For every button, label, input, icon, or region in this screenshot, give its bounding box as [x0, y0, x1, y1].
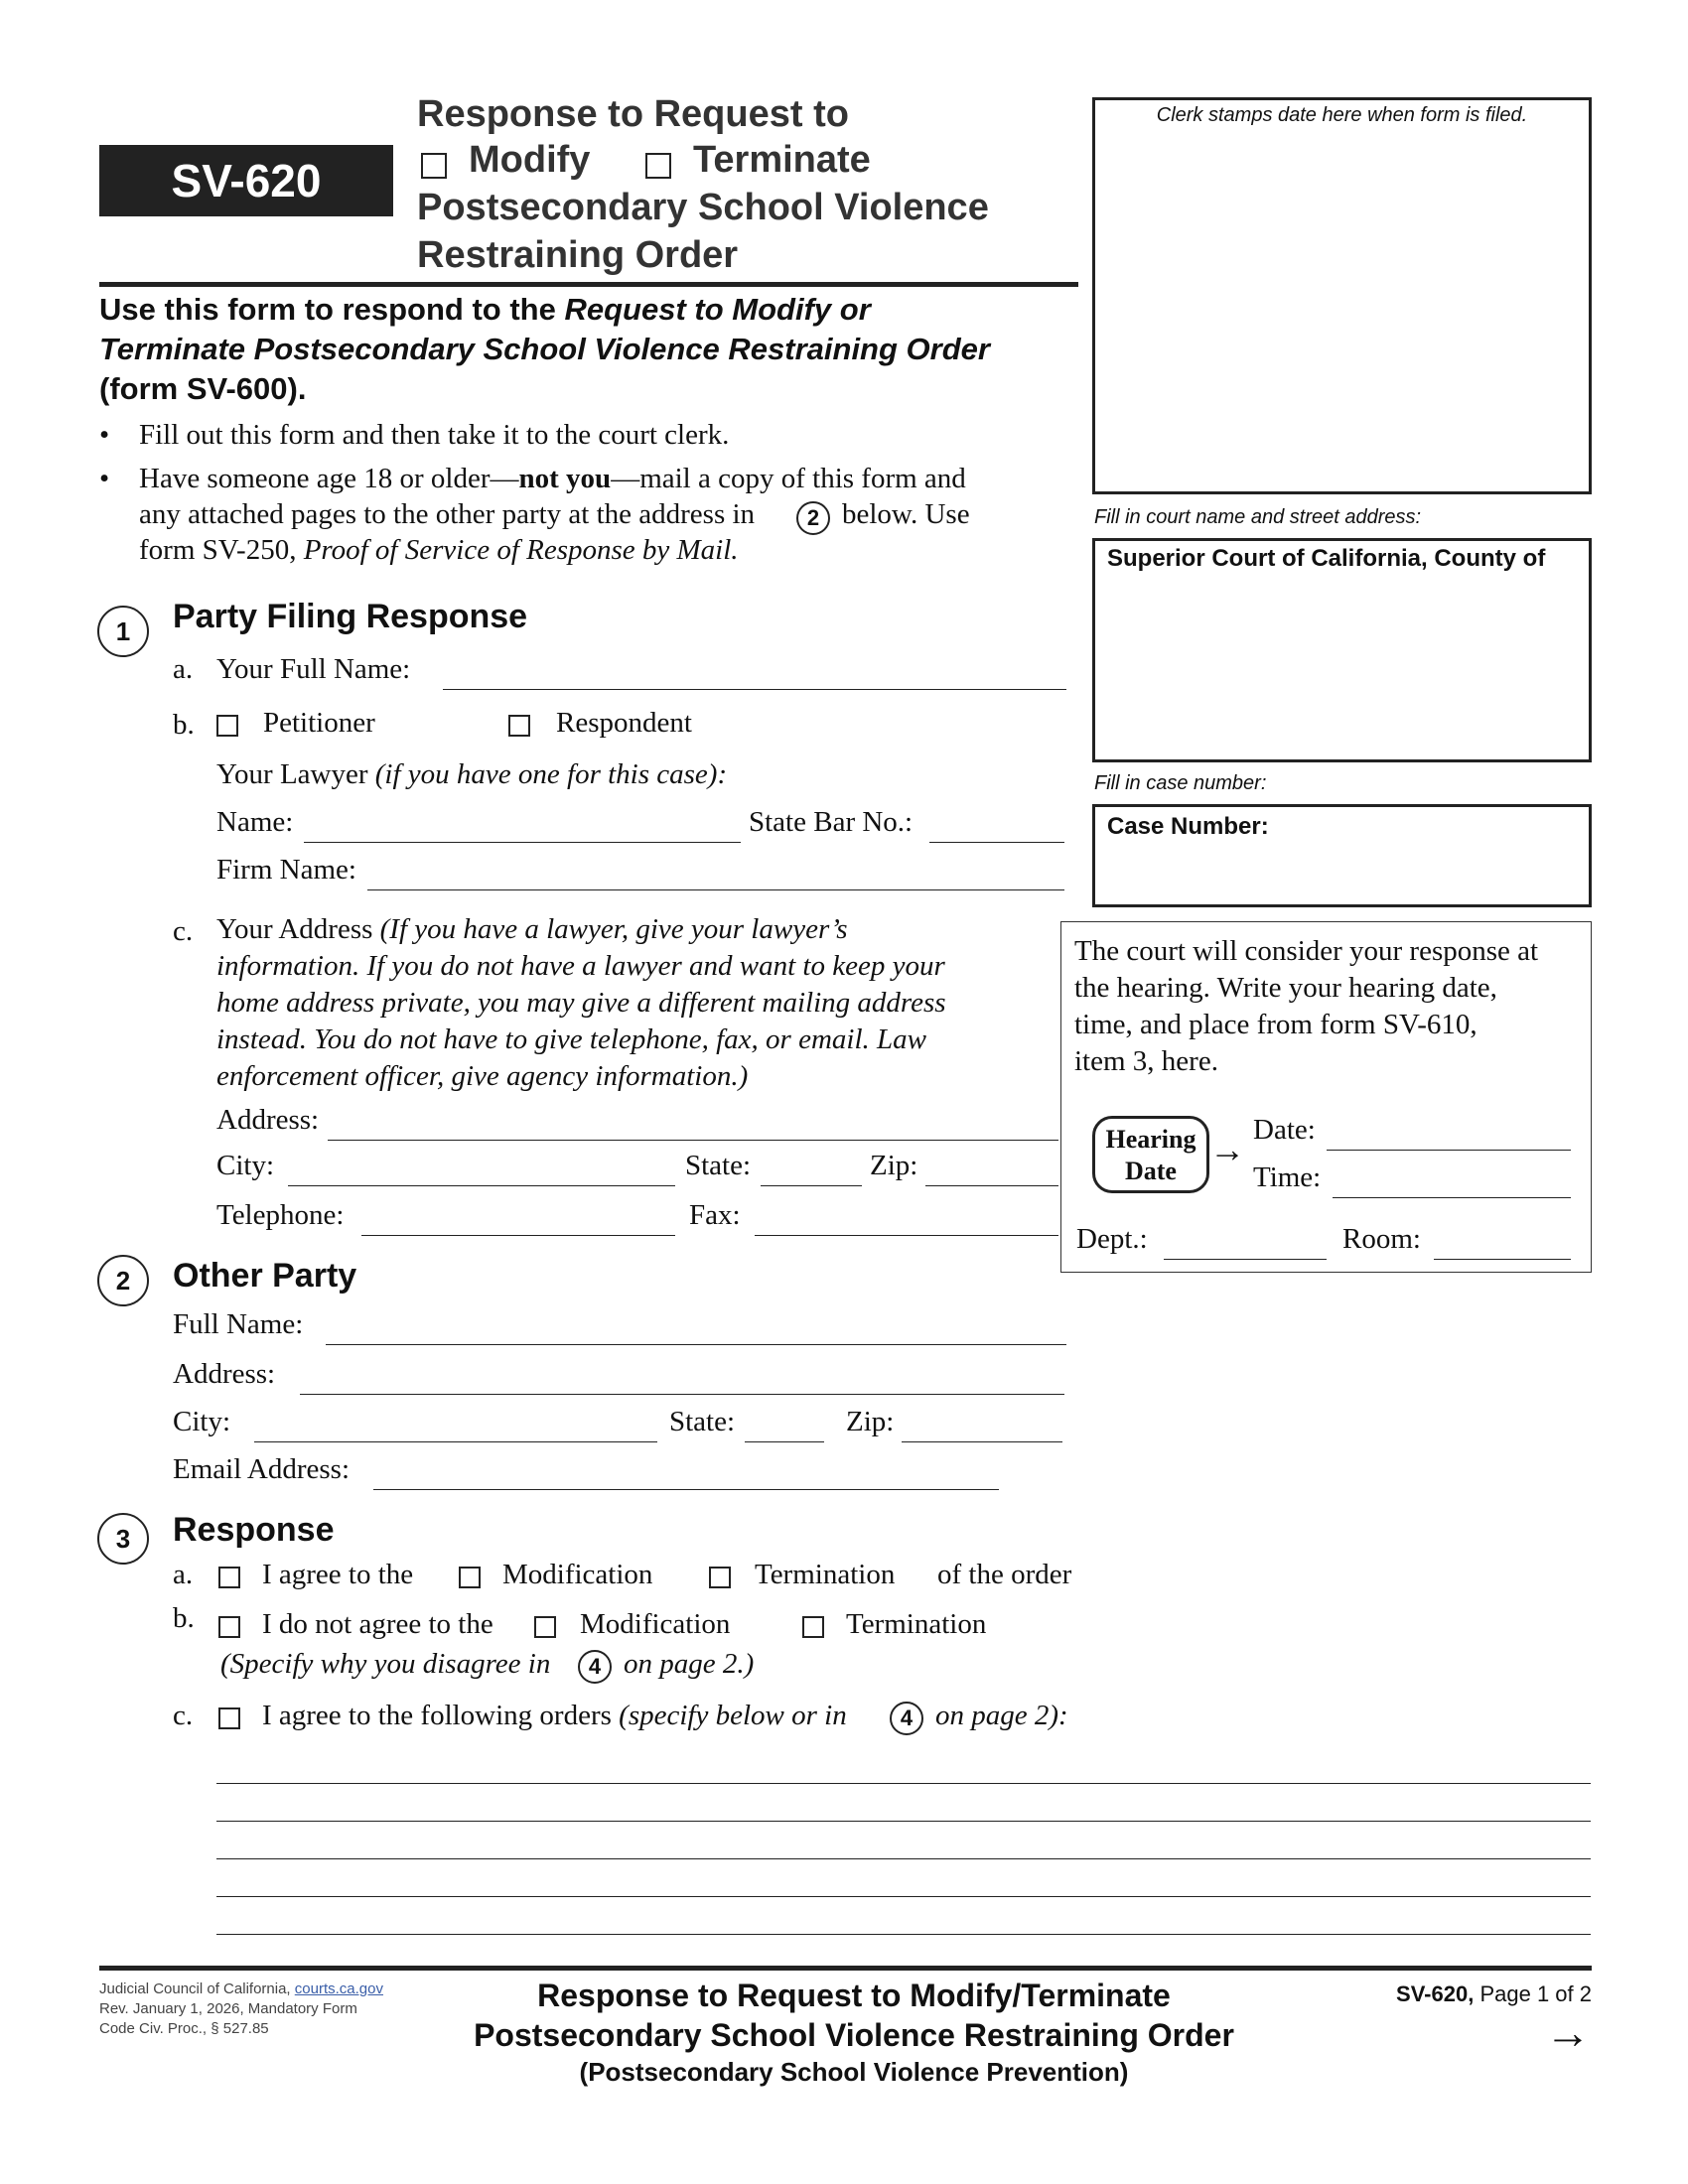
agree-following-text: I agree to the following orders [262, 1700, 612, 1731]
state-bar-field[interactable] [929, 842, 1064, 843]
telephone-field[interactable] [361, 1235, 675, 1236]
lawyer-name-field[interactable] [304, 842, 741, 843]
fax-label: Fax: [689, 1199, 741, 1231]
item-3a-letter: a. [173, 1559, 194, 1590]
state-label: State: [685, 1150, 752, 1181]
intro-bullet-2-line1 [139, 463, 966, 495]
section-2-number [97, 1255, 149, 1306]
intro-text [99, 290, 1082, 409]
ref-item-2-circle [796, 501, 830, 535]
court-name-label: Superior Court of California, County of [1107, 545, 1546, 572]
case-number-label: Case Number: [1107, 813, 1269, 840]
bullet-dot-1: • [99, 419, 110, 451]
footer-page [1396, 1981, 1592, 2007]
footer-council: Judicial Council of California, [99, 1980, 291, 1997]
hearing-dept-label: Dept.: [1076, 1223, 1148, 1255]
item-1a-letter: a. [173, 653, 194, 685]
footer-rev: Rev. January 1, 2026, Mandatory Form [99, 2000, 357, 2017]
other-state-field[interactable] [745, 1441, 824, 1442]
petitioner-checkbox[interactable] [216, 715, 238, 737]
disagree-modification-checkbox[interactable] [534, 1616, 556, 1638]
addr-it-4: instead. You do not have to give telephone, fax, or email. Law [216, 1024, 926, 1055]
specify-disagree-b: on page 2.) [624, 1648, 755, 1680]
next-page-arrow-icon: → [1545, 2006, 1591, 2058]
hearing-room-field[interactable] [1434, 1259, 1571, 1260]
bullet2-e: form SV-250, [139, 534, 297, 566]
section-3-heading: Response [173, 1511, 335, 1549]
bullet2-c: any attached pages to the other party at the address in [139, 498, 756, 530]
bullet2-d: below. Use [842, 498, 970, 530]
fax-field[interactable] [755, 1235, 1058, 1236]
section-2-heading: Other Party [173, 1257, 357, 1295]
court-name-box[interactable] [1092, 538, 1592, 762]
intro-italic1: Request to Modify or [564, 292, 871, 327]
address-label: Address: [216, 1104, 320, 1136]
header-rule [99, 282, 1078, 287]
other-full-name-label: Full Name: [173, 1308, 304, 1340]
agree-modification-label: Modification [502, 1559, 653, 1590]
orders-line-5[interactable] [216, 1934, 1591, 1935]
your-address-instructions [216, 911, 1070, 1095]
firm-name-label: Firm Name: [216, 854, 356, 886]
footer-title-2: Postsecondary School Violence Restraining Order [474, 2017, 1234, 2053]
city-label: City: [216, 1150, 275, 1181]
your-full-name-field[interactable] [443, 689, 1066, 690]
addr-it-5: enforcement officer, give agency information.) [216, 1060, 749, 1092]
firm-name-field[interactable] [367, 889, 1064, 890]
lawyer-lead: Your Lawyer [216, 758, 368, 790]
agree-termination-checkbox[interactable] [709, 1567, 731, 1588]
your-lawyer-label [216, 758, 727, 791]
title-terminate-label: Terminate [693, 139, 871, 181]
disagree-modification-label: Modification [580, 1608, 731, 1640]
intro-lead: Use this form to respond to the [99, 292, 556, 327]
footer-form-num: SV-620, [1396, 1981, 1475, 2006]
intro-bullet-2-line2 [139, 498, 755, 531]
respondent-checkbox[interactable] [508, 715, 530, 737]
hearing-dept-field[interactable] [1164, 1259, 1327, 1260]
other-email-label: Email Address: [173, 1453, 351, 1485]
footer-rule [99, 1966, 1592, 1971]
footer-meta [99, 1979, 383, 2039]
section-1-number [97, 606, 149, 657]
disagree-termination-checkbox[interactable] [802, 1616, 824, 1638]
orders-line-4[interactable] [216, 1896, 1591, 1897]
agree-modification-checkbox[interactable] [459, 1567, 481, 1588]
lawyer-name-label: Name: [216, 806, 294, 838]
hearing-room-label: Room: [1342, 1223, 1421, 1255]
case-number-hint: Fill in case number: [1094, 772, 1267, 794]
addr-it-3: home address private, you may give a different mailing address [216, 987, 946, 1019]
form-title-line4: Restraining Order [417, 234, 739, 276]
orders-line-1[interactable] [216, 1783, 1591, 1784]
footer-code: Code Civ. Proc., § 527.85 [99, 2020, 269, 2037]
disagree-label: I do not agree to the [262, 1608, 493, 1640]
other-city-field[interactable] [254, 1441, 657, 1442]
bullet2-a: Have someone age 18 or older— [139, 463, 519, 494]
orders-line-2[interactable] [216, 1821, 1591, 1822]
state-field[interactable] [761, 1185, 862, 1186]
addr-it-1: (If you have a lawyer, give your lawyer’s [379, 913, 848, 945]
clerk-stamp-box [1092, 97, 1592, 494]
title-modify-label: Modify [469, 139, 591, 181]
other-state-label: State: [669, 1406, 736, 1437]
footer-link[interactable]: courts.ca.gov [294, 1980, 383, 1997]
footer-title-1: Response to Request to Modify/Terminate [537, 1978, 1171, 2013]
agree-following-label [262, 1700, 847, 1732]
your-full-name-label: Your Full Name: [216, 653, 411, 685]
section-1-heading: Party Filing Response [173, 598, 528, 635]
item-3c-letter: c. [173, 1700, 194, 1731]
orders-line-3[interactable] [216, 1858, 1591, 1859]
form-title-line3: Postsecondary School Violence [417, 187, 989, 228]
hearing-badge-line1: Hearing [1105, 1125, 1196, 1154]
addr-it-2: information. If you do not have a lawyer and want to keep your [216, 950, 945, 982]
respondent-label: Respondent [556, 707, 692, 739]
arrow-right-icon: → [1209, 1129, 1245, 1169]
ref-4-b: 4 [588, 1654, 602, 1679]
intro-bullet-1: Fill out this form and then take it to the court clerk. [139, 419, 730, 451]
lawyer-italic: (if you have one for this case): [374, 758, 728, 790]
form-title-line1: Response to Request to [417, 93, 849, 135]
footer-title [417, 1976, 1291, 2089]
ref-item-4-circle-c [890, 1702, 923, 1735]
form-id: SV-620 [171, 155, 322, 206]
case-number-box[interactable] [1092, 804, 1592, 907]
hearing-text-1: The court will consider your response at [1074, 935, 1539, 967]
bullet2-bold: not you [518, 463, 612, 494]
intro-tail: (form SV-600). [99, 371, 307, 406]
other-city-label: City: [173, 1406, 231, 1437]
section-3-number [97, 1513, 149, 1565]
other-address-field[interactable] [300, 1394, 1064, 1395]
ref-4-c: 4 [900, 1706, 914, 1730]
hearing-badge-line2: Date [1125, 1157, 1177, 1185]
intro-italic2: Terminate Postsecondary School Violence Restraining Order [99, 332, 990, 366]
section-1-num-text: 1 [115, 615, 131, 646]
section-2-num-text: 2 [115, 1265, 131, 1296]
item-3b-letter: b. [173, 1602, 195, 1634]
specify-d: on page 2): [935, 1700, 1068, 1731]
specify-disagree-a: (Specify why you disagree in [220, 1648, 551, 1680]
zip-field[interactable] [925, 1185, 1058, 1186]
hearing-date-badge [1092, 1116, 1209, 1193]
agree-termination-label: Termination [755, 1559, 896, 1590]
specify-c: (specify below or in [619, 1700, 847, 1731]
other-zip-label: Zip: [846, 1406, 895, 1437]
petitioner-label: Petitioner [263, 707, 375, 739]
of-the-order-label: of the order [937, 1559, 1072, 1590]
hearing-time-field[interactable] [1333, 1197, 1571, 1198]
disagree-checkbox[interactable] [218, 1616, 240, 1638]
court-name-hint: Fill in court name and street address: [1094, 506, 1422, 528]
hearing-time-label: Time: [1253, 1161, 1322, 1193]
other-zip-field[interactable] [902, 1441, 1062, 1442]
hearing-text-4: item 3, here. [1074, 1045, 1218, 1077]
form-id-badge [99, 145, 393, 216]
agree-label: I agree to the [262, 1559, 414, 1590]
ref-item-2: 2 [806, 505, 820, 530]
telephone-label: Telephone: [216, 1199, 345, 1231]
state-bar-label: State Bar No.: [749, 806, 914, 838]
hearing-text-3: time, and place from form SV-610, [1074, 1009, 1477, 1040]
clerk-stamp-label: Clerk stamps date here when form is filed. [1156, 104, 1528, 126]
footer-title-3: (Postsecondary School Violence Prevention) [579, 2057, 1129, 2087]
item-1b-letter: b. [173, 709, 195, 741]
hearing-date-field[interactable] [1327, 1150, 1571, 1151]
ref-item-4-circle-b [578, 1650, 612, 1684]
hearing-instructions [1074, 933, 1538, 1080]
other-email-field[interactable] [373, 1489, 999, 1490]
hearing-text-2: the hearing. Write your hearing date, [1074, 972, 1497, 1004]
zip-label: Zip: [870, 1150, 918, 1181]
bullet2-italic: Proof of Service of Response by Mail. [303, 534, 739, 566]
disagree-termination-label: Termination [846, 1608, 987, 1640]
section-3-num-text: 3 [115, 1523, 131, 1554]
other-address-label: Address: [173, 1358, 276, 1390]
address-field[interactable] [328, 1140, 1058, 1141]
bullet-dot-2: • [99, 463, 110, 494]
agree-checkbox[interactable] [218, 1567, 240, 1588]
title-modify-checkbox[interactable] [421, 153, 447, 179]
item-1c-letter: c. [173, 915, 194, 947]
agree-following-checkbox[interactable] [218, 1707, 240, 1729]
city-field[interactable] [288, 1185, 675, 1186]
footer-page-num: Page 1 of 2 [1479, 1981, 1592, 2006]
intro-bullet-2-line3 [139, 534, 739, 567]
other-full-name-field[interactable] [326, 1344, 1066, 1345]
bullet2-b: —mail a copy of this form and [611, 463, 966, 494]
address-lead: Your Address [216, 913, 373, 945]
title-terminate-checkbox[interactable] [645, 153, 671, 179]
hearing-date-label: Date: [1253, 1114, 1316, 1146]
